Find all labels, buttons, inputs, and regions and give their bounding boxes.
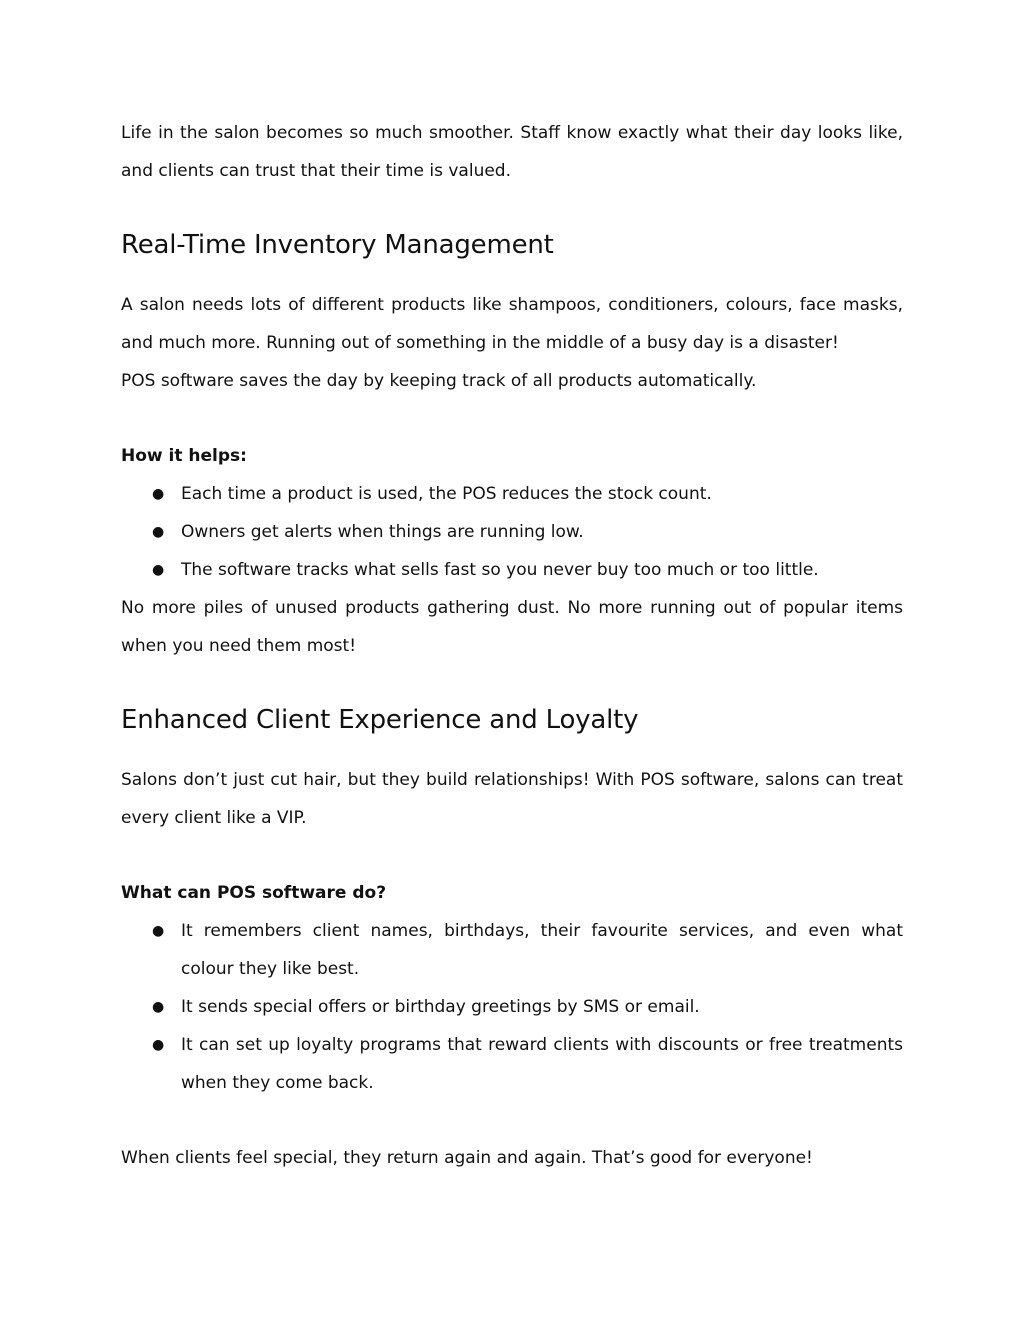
- list-item: [121, 1026, 903, 1102]
- list-item-text: It can set up loyalty programs that reward clients with discounts or free treatments when they come back.: [181, 1035, 903, 1093]
- list-item-text: Each time a product is used, the POS reduces the stock count.: [181, 484, 712, 504]
- bullet-icon: ●: [152, 999, 165, 1015]
- list-item-text: The software tracks what sells fast so you never buy too much or too little.: [181, 560, 819, 580]
- inventory-bullet-list: [121, 475, 903, 589]
- list-item: [121, 513, 903, 551]
- bullet-icon: ●: [152, 486, 165, 502]
- experience-subheading: What can POS software do?: [121, 883, 387, 903]
- inventory-paragraph-2: POS software saves the day by keeping track of all products automatically.: [121, 371, 757, 391]
- inventory-closing: No more piles of unused products gathering dust. No more running out of popular items when you need them most!: [121, 598, 903, 656]
- intro-paragraph: Life in the salon becomes so much smoother. Staff know exactly what their day looks like, and clients can trust that their time is valued.: [121, 123, 903, 181]
- document-page: [121, 112, 903, 1177]
- inventory-subheading: How it helps:: [121, 446, 247, 466]
- inventory-paragraph: A salon needs lots of different products like shampoos, conditioners, colours, face masks, and much more. Running out of something in the middle of a busy day is a disaster!: [121, 295, 903, 353]
- list-item-text: It remembers client names, birthdays, their favourite services, and even what colour they like best.: [181, 921, 903, 979]
- list-item: [121, 551, 903, 589]
- experience-heading: Enhanced Client Experience and Loyalty: [121, 705, 639, 735]
- list-item: [121, 988, 903, 1026]
- experience-bullet-list: [121, 912, 903, 1102]
- experience-paragraph: Salons don’t just cut hair, but they build relationships! With POS software, salons can treat every client like a VIP.: [121, 770, 903, 828]
- bullet-icon: ●: [152, 1037, 165, 1053]
- list-item: [121, 475, 903, 513]
- inventory-heading: Real-Time Inventory Management: [121, 230, 554, 260]
- list-item-text: Owners get alerts when things are running low.: [181, 522, 584, 542]
- list-item: [121, 912, 903, 988]
- bullet-icon: ●: [152, 562, 165, 578]
- list-item-text: It sends special offers or birthday greetings by SMS or email.: [181, 997, 700, 1017]
- bullet-icon: ●: [152, 524, 165, 540]
- experience-closing: When clients feel special, they return again and again. That’s good for everyone!: [121, 1148, 813, 1168]
- bullet-icon: ●: [152, 923, 165, 939]
